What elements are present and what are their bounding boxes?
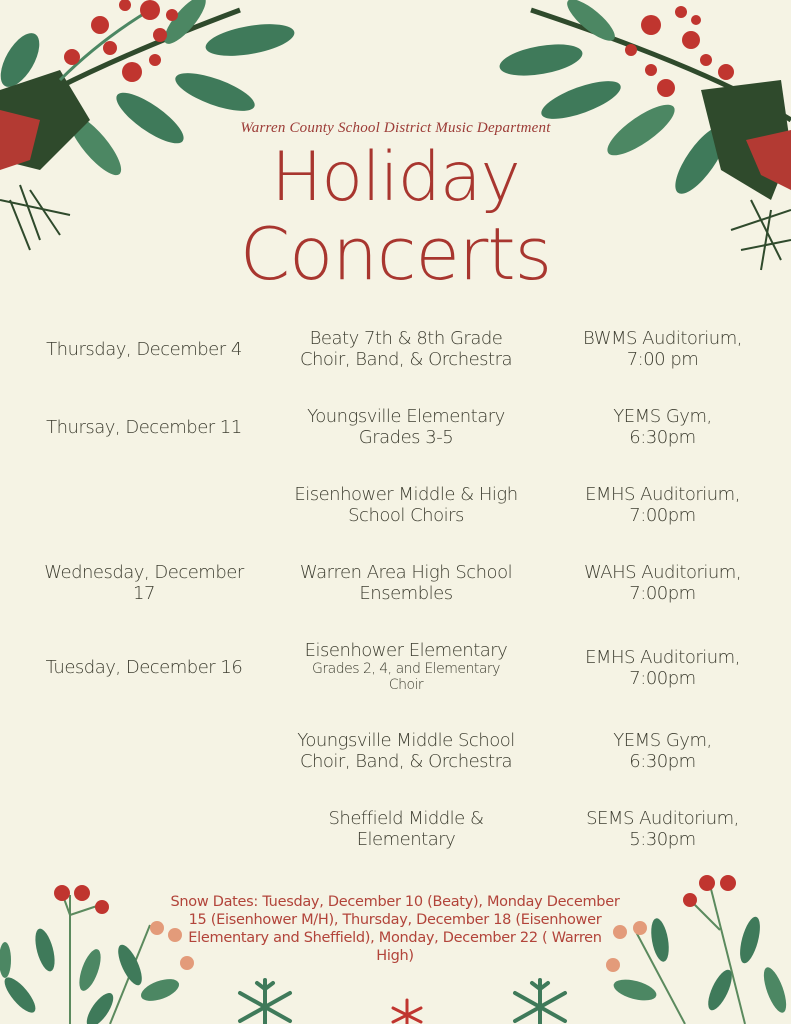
concert-school: Youngsville Middle School Choir, Band, & Orchestra	[297, 730, 515, 772]
concert-venue: YEMS Gym, 6:30pm	[613, 406, 712, 448]
concert-school: Eisenhower Elementary Grades 2, 4, and Elementary Choir	[304, 640, 508, 693]
concert-venue: BWMS Auditorium, 7:00 pm	[583, 328, 742, 370]
snowflake-icon	[500, 975, 580, 1024]
concert-venue: SEMS Auditorium, 5:30pm	[586, 808, 739, 850]
department-subtitle: Warren County School District Music Department	[240, 120, 551, 136]
concert-school: Beaty 7th & 8th Grade Choir, Band, & Orchestra	[299, 328, 513, 370]
snowflake-icon	[225, 975, 305, 1024]
snowflake-icon	[385, 998, 429, 1024]
concert-venue: WAHS Auditorium, 7:00pm	[583, 562, 742, 604]
concert-school: Warren Area High School Ensembles	[299, 562, 513, 604]
page-title-line1: Holiday	[271, 138, 520, 217]
concert-venue: YEMS Gym, 6:30pm	[613, 730, 712, 772]
concert-date: Tuesday, December 16	[45, 657, 243, 678]
concert-school: Eisenhower Middle & High School Choirs	[294, 484, 518, 526]
concert-date: Thursay, December 11	[46, 417, 242, 438]
concert-venue: EMHS Auditorium, 7:00pm	[585, 484, 740, 526]
concert-venue: EMHS Auditorium, 7:00pm	[585, 647, 740, 689]
concert-date: Wednesday, December 17	[44, 562, 244, 604]
concert-date: Thursday, December 4	[46, 339, 242, 360]
concert-school: Sheffield Middle & Elementary	[328, 808, 484, 850]
concert-school: Youngsville Elementary Grades 3-5	[307, 406, 505, 448]
snow-dates-note: Snow Dates: Tuesday, December 10 (Beaty), Monday December 15 (Eisenhower M/H), Thursday, December 18 (Eisenhower Elementary and Sheffield), Monday, December 22 ( Warren High)	[170, 894, 620, 964]
page-title-line2: Concerts	[239, 212, 552, 296]
